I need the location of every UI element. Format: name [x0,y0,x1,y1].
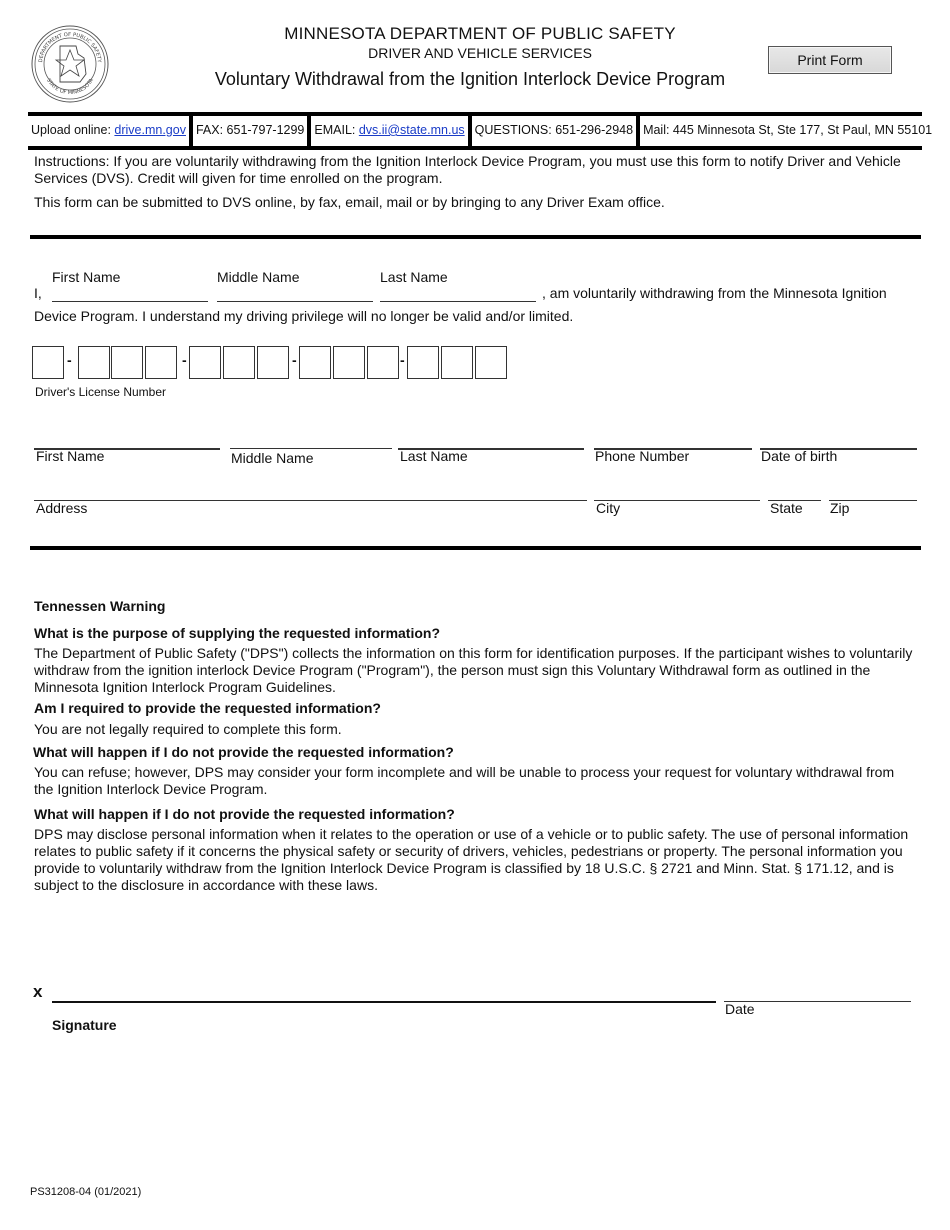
mail-address: Mail: 445 Minnesota St, Ste 177, St Paul, MN 55101 [643,123,933,137]
last-name-label: Last Name [400,448,468,464]
warning-question-2: Am I required to provide the requested information? [34,700,381,716]
section-divider [30,546,921,550]
statement-text-1: , am voluntarily withdrawing from the Minnesota Ignition [542,285,887,301]
i-label: I, [34,285,42,301]
form-title: Voluntary Withdrawal from the Ignition Interlock Device Program [214,69,726,89]
first-name-caption: First Name [52,269,121,285]
middle-name-label: Middle Name [231,450,314,466]
middle-name-caption: Middle Name [217,269,300,285]
dps-seal-logo [30,24,110,104]
date-of-birth-label: Date of birth [761,448,838,464]
instructions-text: Instructions: If you are voluntarily withdrawing from the Ignition Interlock Device Program, you must use this form to notify Driver and Vehicle Services (DVS). Credit will given for time enrolled on the program. [34,153,901,186]
license-dash: - [400,352,405,368]
upload-online [28,116,193,146]
license-dash: - [182,352,187,368]
address-label: Address [36,500,88,516]
svg-text:DEPARTMENT OF PUBLIC SAFETY: DEPARTMENT OF PUBLIC SAFETY [37,31,102,63]
statement-last-name-field[interactable] [380,301,536,302]
zip-label: Zip [830,500,850,516]
address-field[interactable] [34,500,587,501]
warning-answer-1: The Department of Public Safety ("DPS") collects the information on this form for identification purposes. If the participant wishes to voluntarily withdraw from the ignition interlock Device Program ("Program"), the person must sign this Voluntary Withdrawal form as outlined in the Minnesota Ignition Interlock Program Guidelines. [34,645,913,695]
license-digit-box[interactable] [299,346,331,379]
email-contact [311,116,471,146]
submission-text: This form can be submitted to DVS online, by fax, email, mail or by bringing to any Driver Exam office. [34,194,665,210]
license-number-label: Driver's License Number [35,385,166,399]
statement-text-2: Device Program. I understand my driving privilege will no longer be valid and/or limited. [34,308,574,324]
phone-number-label: Phone Number [595,448,690,464]
email-link[interactable]: dvs.ii@state.mn.us [358,123,465,137]
upload-label: Upload online: [31,123,115,137]
signature-x-mark: x [33,982,43,1001]
print-form-button[interactable]: Print Form [768,46,892,74]
license-dash: - [292,352,297,368]
division-title: DRIVER AND VEHICLE SERVICES [368,45,592,61]
license-digit-box[interactable] [367,346,399,379]
license-digit-box[interactable] [333,346,365,379]
license-digit-box[interactable] [32,346,64,379]
license-digit-box[interactable] [111,346,143,379]
first-name-label: First Name [36,448,105,464]
questions-phone: QUESTIONS: 651-296-2948 [472,116,640,146]
warning-answer-3: You can refuse; however, DPS may consider your form incomplete and will be unable to process your request for voluntary withdrawal from the Ignition Interlock Device Program. [34,764,895,797]
date-label: Date [725,1001,755,1017]
warning-title: Tennessen Warning [34,598,166,614]
license-digit-box[interactable] [189,346,221,379]
state-label: State [770,500,803,516]
fax-number: FAX: 651-797-1299 [193,116,311,146]
statement-first-name-field[interactable] [52,301,208,302]
last-name-caption: Last Name [380,269,448,285]
upload-link[interactable]: drive.mn.gov [114,123,186,137]
agency-title: MINNESOTA DEPARTMENT OF PUBLIC SAFETY [284,24,676,43]
license-digit-box[interactable] [78,346,110,379]
license-digit-box[interactable] [441,346,473,379]
license-digit-box[interactable] [145,346,177,379]
warning-question-1: What is the purpose of supplying the requested information? [34,625,441,641]
license-digit-box[interactable] [257,346,289,379]
license-dash: - [67,352,72,368]
statement-middle-name-field[interactable] [217,301,373,302]
license-digit-box[interactable] [475,346,507,379]
section-divider [30,235,921,239]
warning-question-3: What will happen if I do not provide the requested information? [33,744,454,760]
form-number: PS31208-04 (01/2021) [30,1186,142,1198]
warning-question-4: What will happen if I do not provide the requested information? [34,806,455,822]
warning-answer-4: DPS may disclose personal information when it relates to the operation or use of a vehicle or to public safety. The use of personal information relates to public safety if it concerns the physical safety or security of drivers, vehicles, pedestrians or property. The personal information you provide to voluntarily withdraw from the Ignition Interlock Device Program is classified by 18 U.S.C. § 2721 and Minn. Stat. § 171.12, and is subject to the disclosure in accordance with these laws. [34,826,909,893]
license-digit-box[interactable] [407,346,439,379]
middle-name-field[interactable] [230,448,392,449]
city-label: City [596,500,621,516]
warning-answer-2: You are not legally required to complete this form. [34,721,342,737]
signature-field[interactable] [52,1001,716,1003]
svg-text:STATE OF MINNESOTA: STATE OF MINNESOTA [45,77,95,97]
signature-label: Signature [52,1017,117,1033]
contact-bar [28,112,933,150]
license-digit-box[interactable] [223,346,255,379]
email-label: EMAIL: [314,123,359,137]
